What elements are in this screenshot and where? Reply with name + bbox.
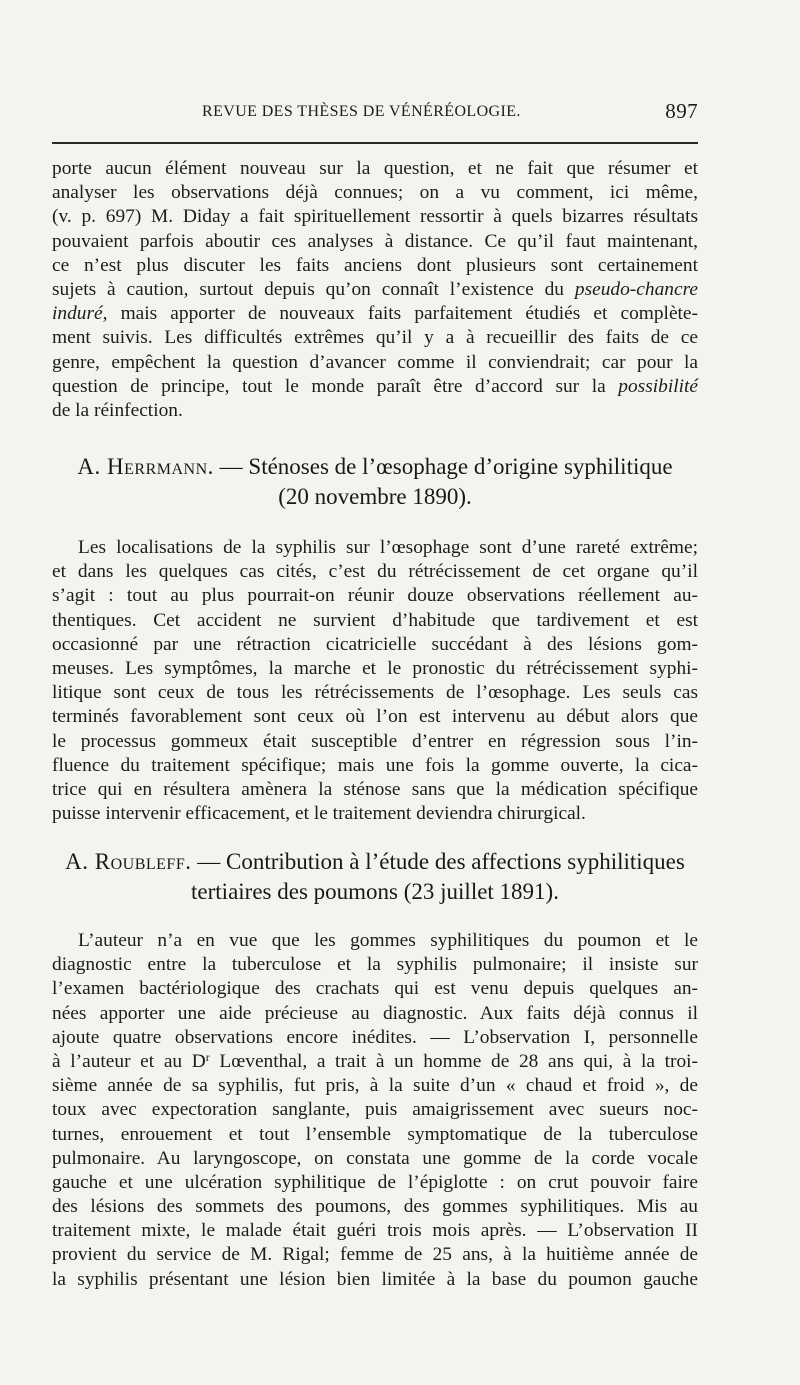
text-line: traitement mixte, le malade était guéri trois mois après. — L’observation II	[52, 1220, 698, 1242]
text-run: à l’auteur et au D	[52, 1050, 206, 1072]
text-line: trice qui en résultera amènera la sténose sans que la médication spécifique	[52, 778, 698, 800]
text-run: sujets à caution, surtout depuis qu’on connaît l’existence du	[52, 278, 575, 300]
text-line	[52, 1050, 698, 1074]
text-line: thentiques. Cet accident ne survient d’habitude que tardivement et est	[52, 609, 698, 631]
text-line: fluence du traitement spécifique; mais une fois la gomme ouverte, la cica-	[52, 754, 698, 776]
text-line: pulmonaire. Au laryngoscope, on constata une gomme de la corde vocale	[52, 1147, 698, 1169]
text-line: nées apporter une aide précieuse au diagnostic. Aux faits déjà connus il	[52, 1002, 698, 1024]
text-line: la syphilis présentant une lésion bien limitée à la base du poumon gauche	[52, 1268, 698, 1290]
text-line: occasionné par une rétraction cicatricielle succédant à des lésions gom-	[52, 633, 698, 655]
text-line	[52, 278, 698, 302]
heading-date: (20 novembre 1890).	[278, 484, 472, 509]
heading-title: — Sténoses de l’œsophage d’origine syphilitique	[213, 454, 673, 479]
section-heading-herrmann	[52, 452, 698, 512]
text-line: analyser les observations déjà connues; on a vu comment, ici même,	[52, 182, 698, 204]
page-number: 897	[665, 99, 698, 123]
text-line: terminés favorablement sont ceux où l’on est intervenu au début alors que	[52, 706, 698, 728]
text-line: ajoute quatre observations encore inédites. — L’observation I, personnelle	[52, 1026, 698, 1048]
heading-line	[52, 847, 698, 877]
text-line: meuses. Les symptômes, la marche et le pronostic du rétrécissement syphi-	[52, 657, 698, 679]
text-line: genre, empêchent la question d’avancer comme il conviendrait; car pour la	[52, 351, 698, 373]
header-rule	[52, 142, 698, 144]
text-line: porte aucun élément nouveau sur la question, et ne fait que résumer et	[52, 158, 698, 179]
text-line: pouvaient parfois aboutir ces analyses à distance. Ce qu’il faut maintenant,	[52, 230, 698, 252]
section-body-herrmann	[52, 536, 698, 826]
text-line: L’auteur n’a en vue que les gommes syphilitiques du poumon et le	[78, 930, 698, 951]
text-line: provient du service de M. Rigal; femme de 25 ans, à la huitième année de	[52, 1244, 698, 1266]
text-line: turnes, enrouement et tout l’ensemble symptomatique de la tuberculose	[52, 1123, 698, 1145]
section-body-roubleff	[52, 929, 698, 1292]
heading-title: — Contribution à l’étude des affections syphilitiques	[191, 849, 685, 874]
text-line: de la réinfection.	[52, 399, 183, 421]
text-line: ce n’est plus discuter les faits anciens dont plusieurs sont certainement	[52, 254, 698, 276]
superscript: r	[205, 1049, 210, 1064]
paragraph-continuation	[52, 157, 698, 423]
italic-term: pseudo-chancre	[574, 278, 698, 300]
text-line: ment suivis. Les difficultés extrêmes qu’il y a à recueillir des faits de ce	[52, 327, 698, 349]
text-run: Lœventhal, a trait à un homme de 28 ans qui, à la troi-	[209, 1050, 698, 1072]
text-line	[52, 302, 698, 326]
text-line: gauche et une ulcération syphilitique de l’épiglotte : on crut pouvoir faire	[52, 1171, 698, 1193]
text-line: le processus gommeux était susceptible d’entrer en régression sous l’in-	[52, 730, 698, 752]
text-line: diagnostic entre la tuberculose et la syphilis pulmonaire; il insiste sur	[52, 954, 698, 976]
text-line: s’agit : tout au plus pourrait-on réunir douze observations réellement au-	[52, 585, 698, 607]
text-line: puisse intervenir efficacement, et le traitement deviendra chirurgical.	[52, 803, 586, 825]
text-line: (v. p. 697) M. Diday a fait spirituellement ressortir à quels bizarres résultats	[52, 206, 698, 228]
text-line: litique sont ceux de tous les rétrécissements de l’œsophage. Les seuls cas	[52, 682, 698, 704]
section-heading-roubleff	[52, 847, 698, 907]
author-name: A. Herrmann.	[77, 454, 214, 479]
text-run: question de principe, tout le monde paraît être d’accord sur la	[52, 375, 619, 397]
italic-term: induré,	[52, 303, 108, 325]
heading-line	[52, 452, 698, 482]
running-title: REVUE DES THÈSES DE VÉNÉRÉOLOGIE.	[202, 103, 521, 120]
text-line: l’examen bactériologique des crachats qui est venu depuis quelques an-	[52, 978, 698, 1000]
author-name: A. Roubleff.	[65, 849, 192, 874]
text-line: sième année de sa syphilis, fut pris, à la suite d’un « chaud et froid », de	[52, 1075, 698, 1097]
text-line: Les localisations de la syphilis sur l’œsophage sont d’une rareté extrême;	[78, 537, 698, 558]
text-line: des lésions des sommets des poumons, des gommes syphilitiques. Mis au	[52, 1196, 698, 1218]
italic-term: possibilité	[618, 375, 698, 397]
text-run: mais apporter de nouveaux faits parfaitement étudiés et complète-	[107, 303, 698, 325]
heading-date: tertiaires des poumons (23 juillet 1891).	[191, 879, 559, 904]
text-line: toux avec expectoration sanglante, puis amaigrissement avec sueurs noc-	[52, 1099, 698, 1121]
text-line	[52, 375, 698, 399]
text-line: et dans les quelques cas cités, c’est du rétrécissement de cet organe qu’il	[52, 561, 698, 583]
